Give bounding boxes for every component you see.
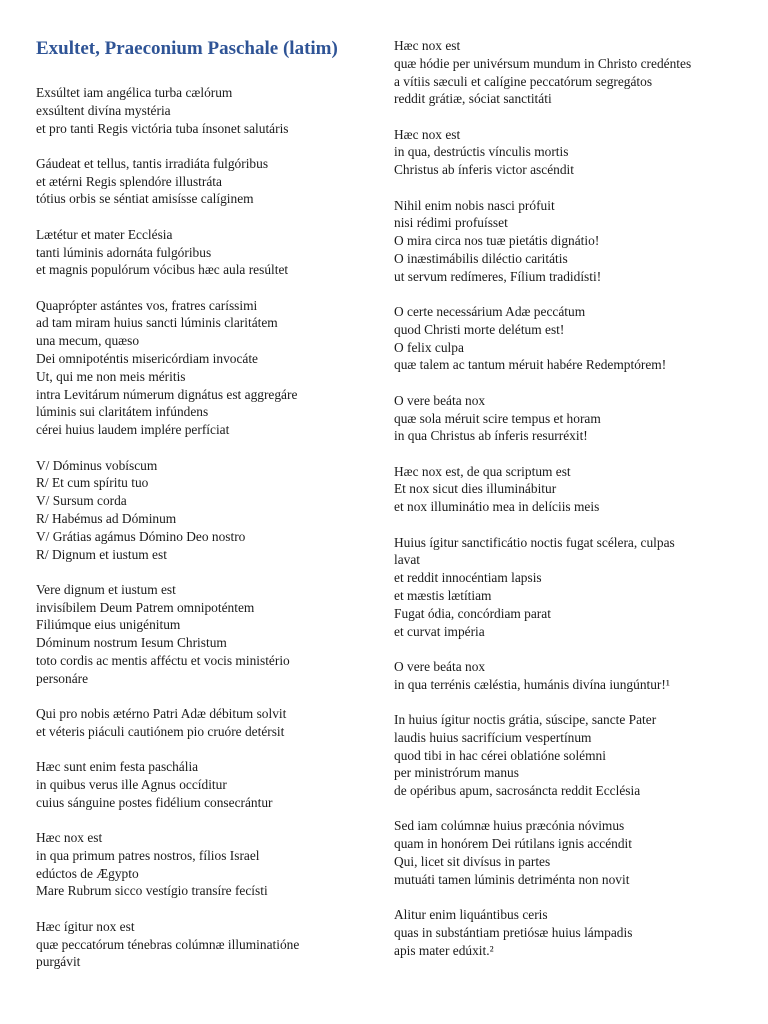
stanza — [394, 197, 744, 286]
verse-line: Mare Rubrum sicco vestígio transíre fecísti — [36, 883, 268, 899]
verse-line: quæ sola méruit scire tempus et horam — [394, 410, 601, 426]
verse-line: O vere beáta nox — [394, 658, 486, 674]
verse-line: et magnis populórum vócibus hæc aula resúltet — [36, 262, 289, 278]
verse-line: Hæc nox est, de qua scriptum est — [394, 463, 571, 479]
verse-line: Hæc nox est — [394, 38, 461, 53]
verse-line: de opéribus apum, sacrosáncta reddit Ecclésia — [394, 783, 641, 799]
stanza — [36, 155, 376, 208]
verse-line: reddit grátiæ, sóciat sanctitáti — [394, 91, 552, 107]
verse-line: O mira circa nos tuæ pietátis dignátio! — [394, 233, 600, 249]
verse-line: Ut, qui me non meis méritis — [36, 368, 186, 384]
verse-line: quam in honórem Dei rútilans ignis accéndit — [394, 836, 632, 852]
verse-line: Huius ígitur sanctificátio noctis fugat scélera, culpas — [394, 534, 675, 550]
verse-line: Exsúltet iam angélica turba cælórum — [36, 85, 233, 100]
verse-line: R/ Habémus ad Dóminum — [36, 510, 177, 526]
verse-line: Filiúmque eius unigénitum — [36, 617, 181, 633]
verse-line: Gáudeat et tellus, tantis irradiáta fulgóribus — [36, 155, 269, 171]
verse-line: a vítiis sæculi et calígine peccatórum segregátos — [394, 73, 653, 89]
verse-line: Alitur enim liquántibus ceris — [394, 907, 548, 923]
verse-line: per ministrórum manus — [394, 765, 519, 781]
verse-line: V/ Sursum corda — [36, 493, 127, 509]
verse-line: personáre — [36, 670, 89, 686]
verse-line: et ætérni Regis splendóre illustráta — [36, 173, 222, 189]
stanza — [36, 297, 376, 439]
verse-line: Lætétur et mater Ecclésia — [36, 226, 173, 242]
verse-line: in quibus verus ille Agnus occíditur — [36, 777, 227, 792]
verse-line: Vere dignum et iustum est — [36, 581, 176, 597]
right-stanza-list — [394, 37, 744, 959]
verse-line: intra Levitárum númerum dignátus est aggregáre — [36, 386, 298, 402]
verse-line: Hæc nox est — [36, 830, 103, 846]
verse-line: Sed iam colúmnæ huius præcónia nóvimus — [394, 818, 625, 834]
verse-line: nisi rédimi profuísset — [394, 215, 508, 231]
stanza — [394, 817, 744, 888]
stanza — [36, 581, 376, 688]
verse-line: Qui, licet sit divísus in partes — [394, 853, 551, 869]
verse-line: Qui pro nobis ætérno Patri Adæ débitum solvit — [36, 706, 287, 722]
verse-line: O inæstimábilis diléctio caritátis — [394, 250, 568, 266]
verse-line: Et nox sicut dies illuminábitur — [394, 481, 557, 497]
verse-line: V/ Grátias agámus Dómino Deo nostro — [36, 528, 246, 544]
verse-line: O felix culpa — [394, 339, 464, 355]
verse-line: R/ Et cum spíritu tuo — [36, 475, 149, 491]
stanza — [36, 226, 376, 279]
stanza — [394, 906, 744, 959]
stanza — [394, 534, 744, 641]
verse-line: R/ Dignum et iustum est — [36, 546, 167, 562]
verse-line: mutuáti tamen lúminis detriménta non novit — [394, 871, 630, 887]
right-column — [394, 37, 744, 977]
verse-line: invisíbilem Deum Patrem omnipoténtem — [36, 599, 255, 615]
stanza — [394, 126, 744, 179]
verse-line: lúminis sui claritátem infúndens — [36, 404, 209, 420]
stanza — [394, 711, 744, 800]
verse-line: Nihil enim nobis nasci prófuit — [394, 197, 555, 213]
verse-line: ad tam miram huius sancti lúminis claritátem — [36, 315, 278, 331]
verse-line: in qua, destrúctis vínculis mortis — [394, 144, 569, 160]
verse-line: quæ talem ac tantum méruit habére Redemptórem! — [394, 357, 667, 373]
stanza — [394, 392, 744, 445]
verse-line: Dóminum nostrum Iesum Christum — [36, 635, 227, 651]
stanza — [36, 84, 376, 137]
stanza — [36, 758, 376, 811]
left-stanza-list — [36, 84, 376, 971]
page-title: Exultet, Praeconium Paschale (latim) — [36, 38, 338, 59]
verse-line: Dei omnipoténtis misericórdiam invocáte — [36, 351, 259, 367]
verse-line: O vere beáta nox — [394, 392, 486, 408]
verse-line: V/ Dóminus vobíscum — [36, 457, 158, 473]
stanza — [36, 918, 376, 971]
verse-line: Quaprópter astántes vos, fratres caríssimi — [36, 297, 258, 313]
verse-line: Christus ab ínferis victor ascéndit — [394, 162, 574, 178]
verse-line: quæ hódie per univérsum mundum in Christo credéntes — [394, 55, 692, 71]
verse-line: Hæc nox est — [394, 126, 461, 142]
verse-line: et nox illuminátio mea in delíciis meis — [394, 499, 600, 515]
verse-line: apis mater edúxit.² — [394, 942, 494, 958]
verse-line: una mecum, quæso — [36, 333, 140, 349]
verse-line: et reddit innocéntiam lapsis — [394, 570, 542, 586]
verse-line: Fugat ódia, concórdiam parat — [394, 605, 551, 621]
verse-line: cérei huius laudem implére perfíciat — [36, 422, 230, 438]
verse-line: in qua terrénis cæléstia, humánis divína iungúntur!¹ — [394, 676, 670, 692]
left-column — [36, 36, 376, 989]
stanza — [394, 37, 744, 108]
verse-line: quæ peccatórum ténebras colúmnæ illuminatióne — [36, 936, 300, 952]
verse-line: lavat — [394, 552, 421, 568]
verse-line: quod Christi morte delétum est! — [394, 321, 565, 337]
verse-line: tanti lúminis adornáta fulgóribus — [36, 244, 212, 260]
verse-line: quod tibi in hac cérei oblatióne solémni — [394, 747, 606, 763]
verse-line: in qua primum patres nostros, fílios Israel — [36, 847, 260, 863]
verse-line: toto cordis ac mentis afféctu et vocis ministério — [36, 653, 290, 669]
stanza — [394, 658, 744, 694]
verse-line: Hæc ígitur nox est — [36, 918, 135, 934]
verse-line: ut servum redímeres, Fílium tradidísti! — [394, 268, 602, 284]
verse-line: et pro tanti Regis victória tuba ínsonet salutáris — [36, 120, 289, 136]
verse-line: In huius ígitur noctis grátia, súscipe, sancte Pater — [394, 711, 657, 727]
stanza — [394, 303, 744, 374]
verse-line: cuius sánguine postes fidélium consecrántur — [36, 794, 273, 810]
stanza — [36, 457, 376, 564]
verse-line: et mæstis lætítiam — [394, 587, 492, 603]
verse-line: Hæc sunt enim festa paschália — [36, 759, 199, 775]
verse-line: tótius orbis se séntiat amisísse calíginem — [36, 191, 254, 207]
stanza — [36, 829, 376, 900]
verse-line: et curvat impéria — [394, 623, 485, 639]
verse-line: quas in substántiam pretiósæ huius lámpadis — [394, 924, 633, 940]
stanza — [394, 463, 744, 516]
verse-line: exsúltent divína mystéria — [36, 102, 171, 118]
verse-line: edúctos de Ægypto — [36, 865, 139, 881]
verse-line: in qua Christus ab ínferis resurréxit! — [394, 428, 588, 444]
verse-line: et véteris piáculi cautiónem pio cruóre detérsit — [36, 723, 285, 739]
verse-line: O certe necessárium Adæ peccátum — [394, 304, 586, 320]
stanza — [36, 705, 376, 741]
verse-line: laudis huius sacrifícium vespertínum — [394, 729, 592, 745]
verse-line: purgávit — [36, 954, 81, 970]
